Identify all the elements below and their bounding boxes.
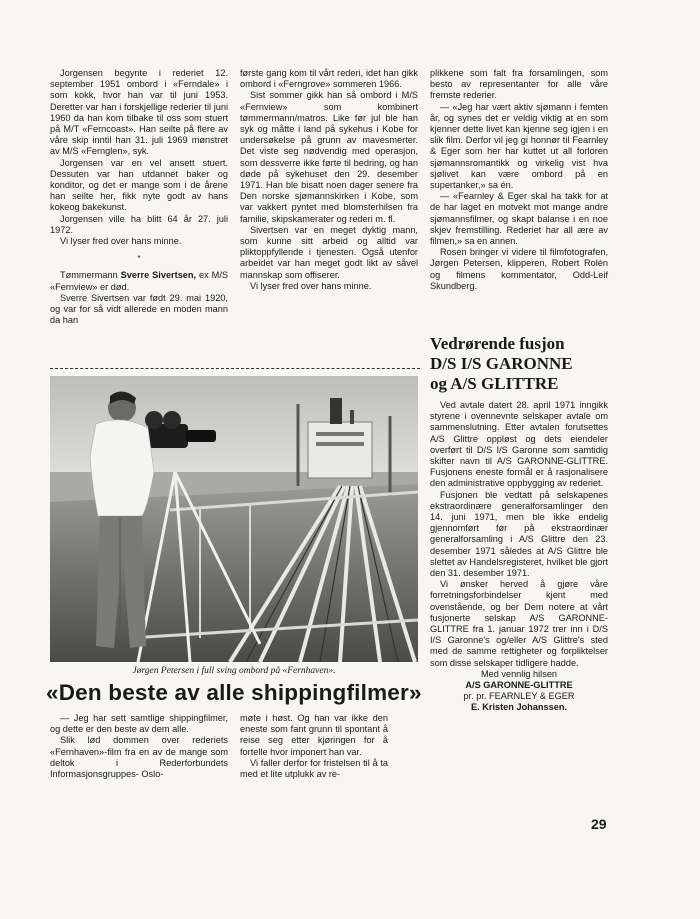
photo-caption: Jørgen Petersen i full sving ombord på «Fernhaven».	[132, 666, 336, 676]
merger-p2: Fusjonen ble vedtatt på selskapenes ekstraordinære generalforsamlinger den 14. juni 1971, men ble ikke endelig gjennomført før på ekstraordinær generalforsamling i A/S Glittre den 23. desember 1971 således at A/S Glittre ble slettet av Handelsregisteret, hvilket ble gjort den 31. desember 1971.	[430, 489, 608, 579]
obit-jorgensen-p4: Vi lyser fred over hans minne.	[60, 236, 182, 247]
film-quote-p1: plikkene som falt fra forsamlingen, som besto av representanter for alle våre fremste rederier.	[430, 68, 608, 101]
obit-jorgensen-p1: Jorgensen begynte i rederiet 12. september 1951 ombord i «Ferndale» i som kokk, hvor han var til juni 1953. Deretter var han i forskjellige rederier til juni 1960 da han kom tilbake til oss som stuert på M/T «Ferncoast». Han seilte på flere av våre skip inntil han 31. juli 1969 mønstret av M/S «Fernglen», syk.	[50, 68, 228, 157]
film-credits: Rosen bringer vi videre til filmfotografen, Jørgen Petersen, klipperen, Robert Rolén og filmens kommentator, Odd-Leif Skundberg.	[430, 247, 608, 291]
obit-sivertsen-p1: Sverre Sivertsen var født 29. mai 1920, og var for så vidt allerede en moden mann da han	[50, 292, 228, 326]
film-article-column-2	[240, 713, 388, 780]
obit-sivertsen-p3: Sist sommer gikk han så ombord i M/S «Fernview» som kombinert tømmermann/matros. Like før jul ble han syk og måtte i land på sykehus i Kobe for undersøkelse på grunn av mavesmerter. Det viste seg nødvendig med operasjon, som dessverre ikke førte til bedring, og han døde på sykehuset den 29. desember 1971. Han ble bisatt noen dager senere fra Den norske sjømannskirken i Kobe, som var vakkert pyntet med blomsterhilsen fra familie, skipskamerater og rederi m. fl.	[240, 90, 418, 224]
obit-sivertsen-role: Tømmermann	[60, 270, 118, 281]
film-article-p3: møte i høst. Og han var ikke den eneste som fant grunn til spontant å reise seg etter kjøringen for å fortelle hvor imponert han var.	[240, 713, 388, 757]
obit-sivertsen-intro	[50, 270, 228, 292]
film-article-p4: Vi faller derfor for fristelsen til å ta med et lite utplukk av re-	[240, 757, 388, 780]
merger-headline	[430, 334, 610, 394]
merger-headline-line1: Vedrørende fusjon	[430, 334, 565, 353]
obituary-column-2	[240, 68, 418, 292]
merger-headline-line2: D/S I/S GARONNE	[430, 354, 573, 373]
merger-article-body	[430, 400, 608, 714]
film-article-p1: — Jeg har sett samtlige shippingfilmer, og dette er den beste av dem alle.	[50, 713, 228, 735]
film-article-column-3	[430, 68, 608, 292]
obit-sivertsen-p5: Vi lyser fred over hans minne.	[250, 280, 372, 291]
merger-p3: Vi ønsker herved å gjøre våre forretningsforbindelser kjent med ovenstående, og ber Dem notere at vårt fusjonerte selskap A/S GARONNE-GLITTRE fra 1. januar 1972 trer inn i D/S I/S Garonne's og/eller A/S Glittre's sted med de samme rettigheter og forpliktelser som disse selskaper tidligere hadde.	[430, 579, 608, 668]
signature-agent: pr. pr. FEARNLEY & EGER	[463, 691, 575, 702]
dashed-divider	[50, 368, 420, 369]
section-star-divider: *	[137, 254, 141, 264]
obit-jorgensen-p2: Jorgensen var en vel ansett stuert. Dessuten var han utdannet baker og konditor, og det er mange som i de årene han seilte her, fikk nyte godt av hans kokeog bakekunst.	[50, 157, 228, 213]
obit-sivertsen-name: Sverre Sivertsen,	[120, 270, 197, 281]
obit-sivertsen-ship: ex M/S «Fernview» er død.	[50, 270, 228, 292]
photo-cameraman-on-deck	[50, 376, 418, 662]
obit-jorgensen-p3: Jorgensen ville ha blitt 64 år 27. juli 1972.	[50, 213, 228, 235]
obit-sivertsen-p4: Sivertsen var en meget dyktig mann, som kunne sitt arbeid og alltid var pliktoppfyllende i tjenesten. Også utenfor arbeidet var han meget godt likt av såvel mannskap som offiserer.	[240, 224, 418, 280]
merger-headline-line3: og A/S GLITTRE	[430, 374, 559, 393]
film-article-p2: Slik lød dommen over rederiets «Fernhaven»-film fra en av de mange som deltok i Rederforbundets Informasjonsgruppes- Oslo-	[50, 735, 228, 780]
signature-company: A/S GARONNE-GLITTRE	[465, 680, 573, 691]
obit-sivertsen-p2: første gang kom til vårt rederi, idet han gikk ombord i «Ferngrove» sommeren 1966.	[240, 68, 418, 90]
merger-p1: Ved avtale datert 28. april 1971 inngikk styrene i ovennevnte selskaper avtale om sammenslutning. Etter avtalen forutsettes A/S Glittre oppløst og dets eiendeler overført til D/S I/S Garonne som samtidig skifter navn til A/S GARONNE-GLITTRE. Fusjonens eneste formål er å rasjonalisere den administrative oppbygging av rederiet.	[430, 400, 608, 489]
signature-greeting: Med vennlig hilsen	[480, 668, 558, 679]
film-article-column-1	[50, 713, 228, 780]
film-quote-p3: — «Fearnley & Eger skal ha takk for at de har laget en motvekt mot mange andre sjømannsfilmer, og skapt balanse i en noe skjev fremstilling. Rederiet har all ære av filmen,» sa en annen.	[430, 191, 608, 247]
page-number: 29	[591, 816, 607, 832]
film-quote-p2: — «Jeg har vært aktiv sjømann i femten år, og synes det er veldig viktig at en som kjenner dette livet kan kjenne seg igjen i en slik film. Derfor vil jeg gi honnør til Fearnley & Eger som her har kuttet ut all forloren sjømannsromantikk og virkelig vist hva sjølivet kan være ombord på en supertanker,» sa én.	[430, 101, 608, 191]
obituary-column-1	[50, 68, 228, 326]
article-headline: «Den beste av alle shippingfilmer»	[46, 680, 422, 705]
signature-name: E. Kristen Johanssen.	[471, 702, 567, 713]
